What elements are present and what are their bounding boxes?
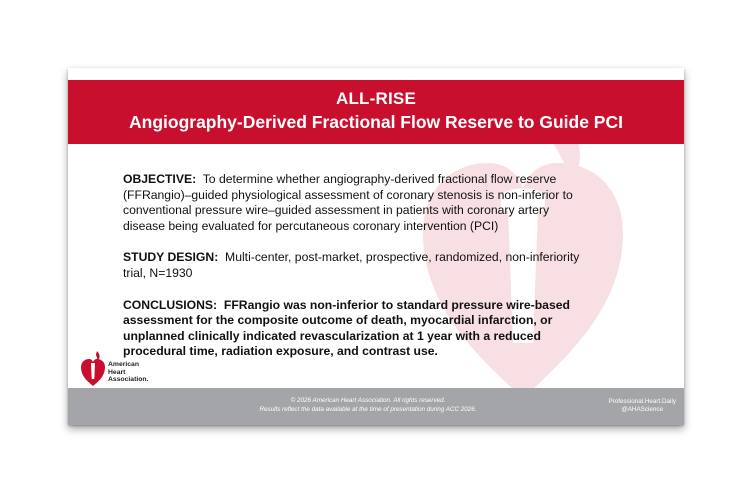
logo-line-3: Association. xyxy=(108,376,149,383)
slide-content xyxy=(123,172,583,376)
disclaimer-text: Results reflect the data available at the time of presentation during ACC 2026. xyxy=(259,405,477,413)
objective-section xyxy=(123,172,583,234)
footer-legal xyxy=(218,397,518,414)
logo-line-2: Heart xyxy=(108,368,126,376)
trial-name: ALL-RISE xyxy=(336,89,416,108)
objective-text: To determine whether angiography-derived fractional flow reserve (FFRangio)–guided physiological assessment of coronary stenosis is non-inferior to conventional pressure wire–guided assessment in patients with coronary artery disease being evaluated for percutaneous coronary intervention (PCI) xyxy=(123,172,573,233)
slide xyxy=(68,68,684,425)
copyright-text: © 2026 American Heart Association. All rights reserved. xyxy=(290,397,446,404)
tagline-text: Professional.Heart.Daily xyxy=(608,398,676,405)
aha-logo xyxy=(80,351,180,387)
social-handle: @AHAScience xyxy=(621,406,664,413)
study-design-section xyxy=(123,250,583,281)
heart-torch-icon xyxy=(80,351,106,387)
footer-social xyxy=(608,398,676,414)
aha-logo-text xyxy=(108,361,148,384)
logo-line-1: American xyxy=(108,361,139,368)
footer xyxy=(68,388,684,425)
study-design-label: STUDY DESIGN: xyxy=(123,250,219,265)
conclusions-section xyxy=(123,298,583,360)
conclusions-text: FFRangio was non-inferior to standard pressure wire-based assessment for the composite outcome of death, myocardial infarction, or unplanned clinically indicated revascularization at 1 year with a reduced procedural time, radiation exposure, and contrast use. xyxy=(123,297,570,359)
conclusions-label: CONCLUSIONS: xyxy=(123,297,218,312)
objective-label: OBJECTIVE: xyxy=(123,172,197,186)
trial-title: Angiography-Derived Fractional Flow Reserve to Guide PCI xyxy=(129,112,623,132)
study-design-text: Multi-center, post-market, prospective, randomized, non-inferiority trial, N=1930 xyxy=(123,250,580,280)
